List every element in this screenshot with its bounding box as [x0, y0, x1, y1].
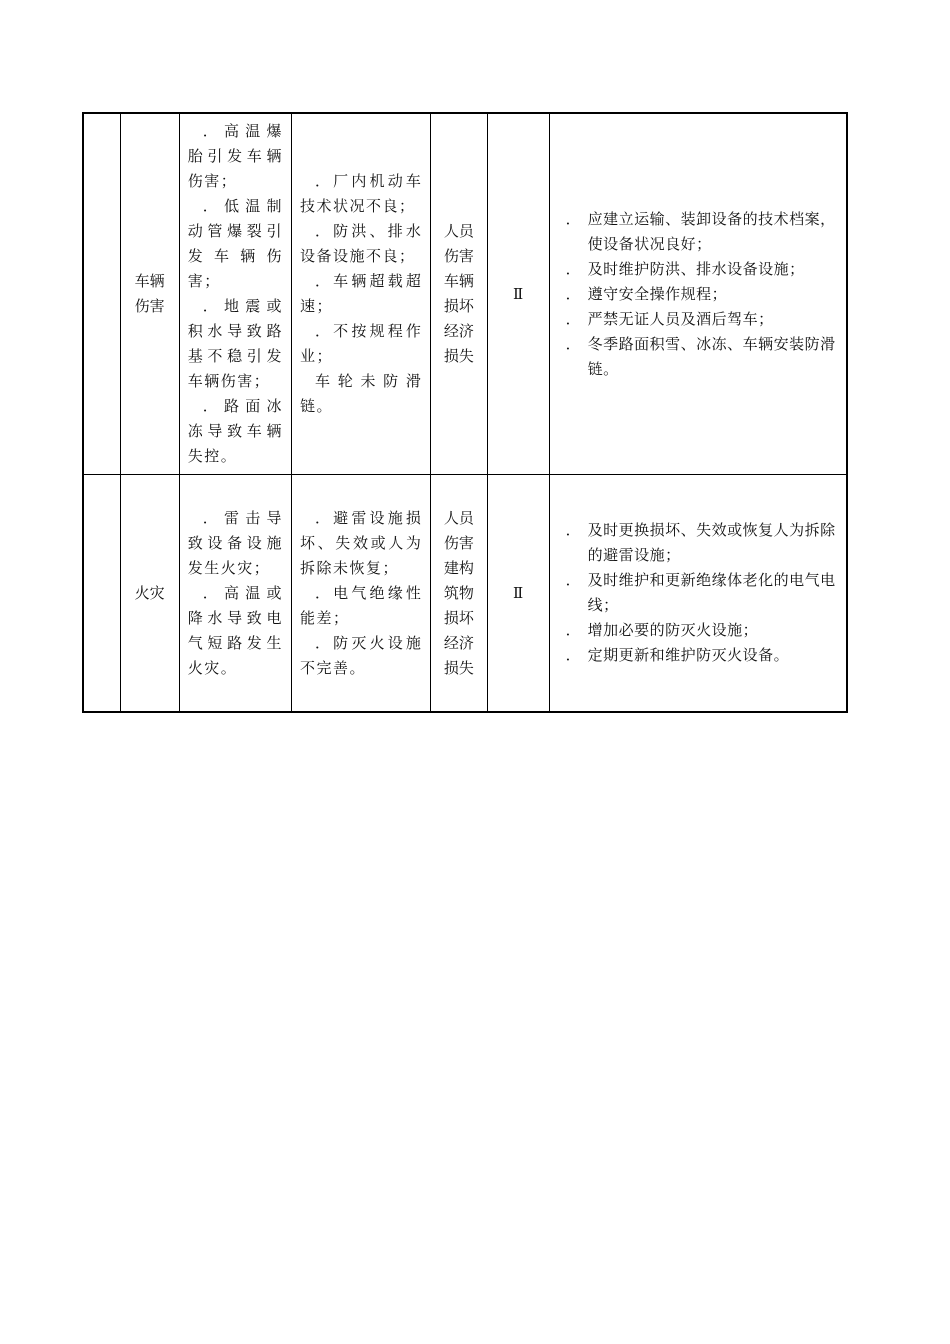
cause-item: ．车辆超载超速； — [300, 272, 423, 315]
cause-b-cell — [292, 475, 431, 713]
risk-level-cell — [487, 113, 549, 475]
bullet-mark: ． — [565, 521, 582, 539]
index-cell — [83, 475, 120, 713]
measures-cell — [549, 113, 847, 475]
bullet-mark: ． — [565, 646, 582, 664]
measure-text: 定期更新和维护防灭火设备。 — [587, 646, 790, 664]
cause-item: ．防洪、排水设备设施不良； — [300, 222, 423, 265]
cause-a-cell — [179, 475, 291, 713]
measures-cell — [549, 475, 847, 713]
bullet-mark: ． — [565, 621, 582, 639]
measure-text: 及时更换损坏、失效或恢复人为拆除的避雷设施； — [587, 521, 836, 564]
index-cell — [83, 113, 120, 475]
cause-item: ．防灭火设施不完善。 — [300, 633, 423, 677]
measure-text: 增加必要的防灭火设施； — [587, 621, 759, 639]
cause-item: ．路面冰冻导致车辆失控。 — [187, 397, 284, 465]
measure-text: 应建立运输、装卸设备的技术档案，使设备状况良好； — [587, 209, 836, 253]
cause-item: ．低温制动管爆裂引发车辆伤害； — [187, 197, 284, 290]
bullet-mark: ． — [565, 284, 582, 303]
hazard-type-cell — [120, 113, 179, 475]
hazard-type-text: 车辆伤害 — [134, 272, 165, 315]
bullet-mark: ． — [565, 309, 582, 328]
risk-level-text: Ⅱ — [512, 284, 524, 303]
risk-level-text: Ⅱ — [512, 583, 524, 602]
bullet-mark: ． — [565, 334, 582, 353]
measure-item — [564, 207, 836, 257]
measure-item — [564, 257, 836, 282]
cause-item: ．电气绝缘性能差； — [300, 583, 423, 627]
consequence-cell — [431, 475, 487, 713]
cause-item: ．地震或积水导致路基不稳引发车辆伤害； — [187, 297, 284, 390]
measure-item — [564, 568, 836, 618]
measures-list — [564, 518, 836, 668]
table-row — [83, 475, 847, 713]
hazard-type-cell — [120, 475, 179, 713]
cause-item: ．不按规程作业； — [300, 322, 423, 365]
measure-text: 及时维护和更新绝缘体老化的电气电线； — [587, 571, 836, 614]
measure-item — [564, 282, 836, 307]
consequence-cell — [431, 113, 487, 475]
cause-item: ．厂内机动车技术状况不良； — [300, 172, 423, 215]
consequence-text: 人员伤害建构筑物损坏经济损失 — [443, 508, 474, 677]
cause-item: 车轮未防滑链。 — [300, 372, 423, 415]
bullet-mark: ． — [565, 209, 582, 228]
measure-text: 冬季路面积雪、冰冻、车辆安装防滑链。 — [587, 334, 836, 378]
cause-item: ．高温或降水导致电气短路发生火灾。 — [187, 583, 284, 677]
hazard-type-text: 火灾 — [134, 583, 165, 602]
cause-item: ．雷击导致设备设施发生火灾； — [187, 508, 284, 577]
cause-a-cell — [179, 113, 291, 475]
measures-list — [564, 207, 836, 382]
measure-item — [564, 518, 836, 568]
consequence-text: 人员伤害车辆损坏经济损失 — [443, 222, 474, 365]
cause-item: ．避雷设施损坏、失效或人为拆除未恢复； — [300, 508, 423, 577]
measure-item — [564, 307, 836, 332]
measure-item — [564, 618, 836, 643]
cause-item: ．高温爆胎引发车辆伤害； — [187, 122, 284, 190]
bullet-mark: ． — [565, 259, 582, 278]
risk-assessment-table — [82, 112, 848, 713]
measure-text: 遵守安全操作规程； — [587, 284, 728, 303]
risk-level-cell — [487, 475, 549, 713]
cause-b-cell — [292, 113, 431, 475]
measure-text: 及时维护防洪、排水设备设施； — [587, 259, 805, 278]
measure-text: 严禁无证人员及酒后驾车； — [587, 309, 774, 328]
measure-item — [564, 332, 836, 382]
measure-item — [564, 643, 836, 668]
bullet-mark: ． — [565, 571, 582, 589]
table-row — [83, 113, 847, 475]
